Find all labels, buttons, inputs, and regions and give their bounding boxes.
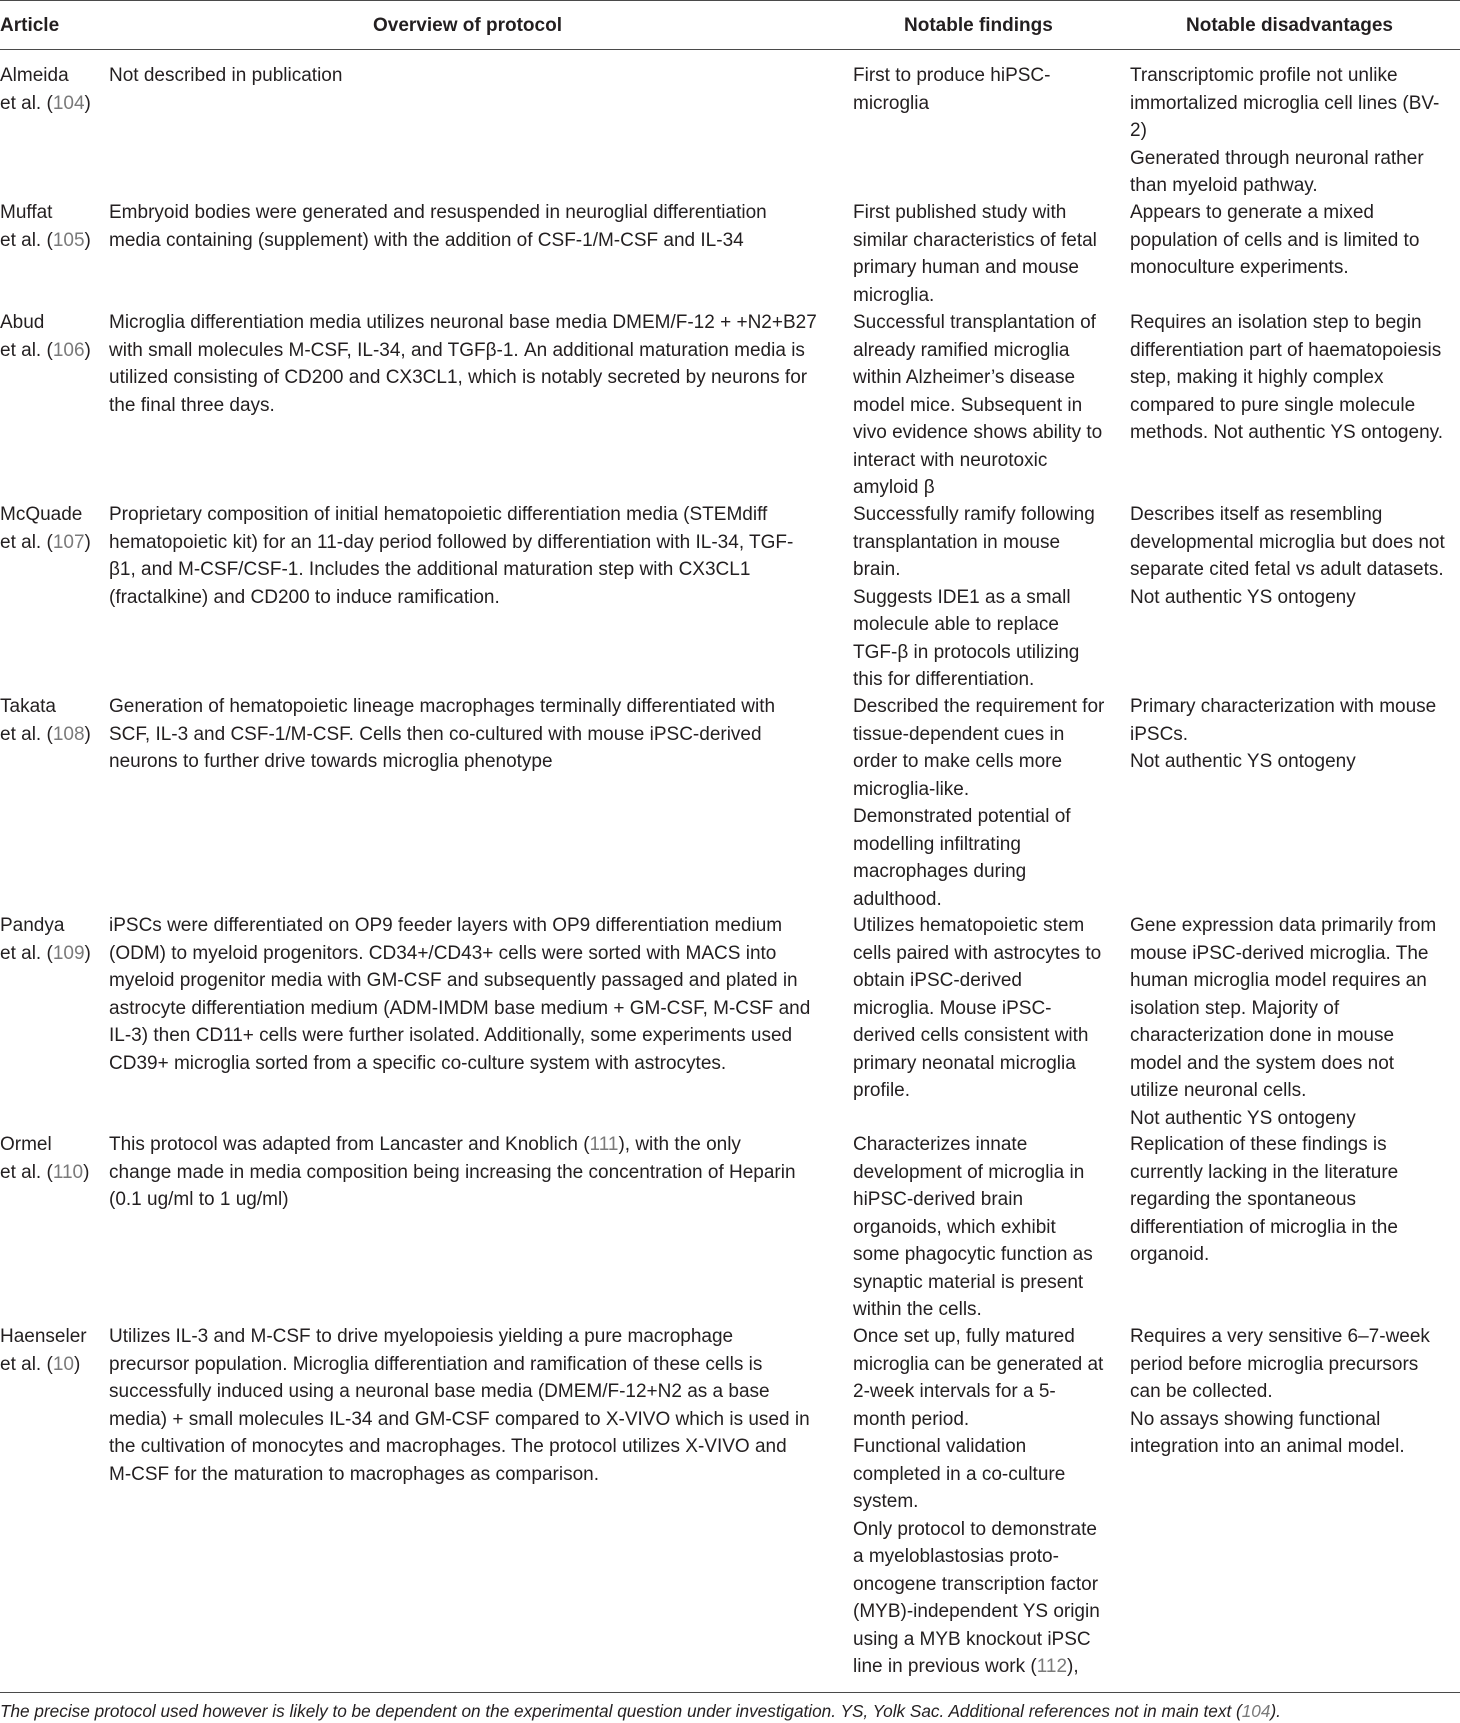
article-cell: Almeida et al. (104): [0, 65, 91, 114]
article-cell: Pandya et al. (109): [0, 915, 91, 964]
citation-link[interactable]: 105: [52, 229, 85, 251]
header-disadvantages: Notable disadvantages: [1186, 15, 1393, 36]
citation-link[interactable]: 112: [1036, 1656, 1068, 1677]
findings-cell: Successfully ramify following transplantation in mouse brain. Suggests IDE1 as a small molecule able to replace TGF-β in protocols utilizing this for differentiation.: [853, 504, 1095, 690]
disadvantages-cell: Replication of these findings is currently lacking in the literature regarding the spontaneous differentiation of microglia in the organoid.: [1130, 1134, 1399, 1265]
citation-link[interactable]: 108: [52, 723, 85, 745]
citation-link[interactable]: 104: [52, 92, 85, 114]
table-bottom-rule: [0, 1692, 1460, 1693]
findings-cell: Characterizes innate development of microglia in hiPSC-derived brain organoids, which exhibit some phagocytic function as synaptic material is present within the cells.: [853, 1134, 1093, 1320]
findings-cell: First published study with similar characteristics of fetal primary human and mouse microglia.: [853, 202, 1097, 306]
header-overview: Overview of protocol: [373, 15, 562, 36]
citation-link[interactable]: 107: [52, 531, 85, 553]
citation-link[interactable]: 10: [52, 1353, 74, 1375]
overview-cell: Not described in publication: [109, 65, 343, 86]
overview-cell: Embryoid bodies were generated and resuspended in neuroglial differentiation media containing (supplement) with the addition of CSF-1/M-CSF and IL-34: [109, 202, 767, 251]
table-top-rule: [0, 0, 1460, 1]
article-cell: Haenseler et al. (10): [0, 1326, 87, 1375]
article-cell: Takata et al. (108): [0, 696, 91, 745]
citation-link[interactable]: 111: [589, 1134, 619, 1155]
overview-cell: iPSCs were differentiated on OP9 feeder layers with OP9 differentiation medium (ODM) to myeloid progenitors. CD34+/CD43+ cells were sorted with MACS into myeloid progenitor media with GM-CSF and subsequently passaged and plated in astrocyte differentiation medium (ADM-IMDM base medium + GM-CSF, M-CSF and IL-3) then CD11+ cells were further isolated. Additionally, some experiments used CD39+ microglia sorted from a specific co-culture system with astrocytes.: [109, 915, 811, 1074]
disadvantages-cell: Transcriptomic profile not unlike immortalized microglia cell lines (BV- 2) Generated through neuronal rather than myeloid pathway.: [1130, 65, 1440, 196]
header-findings: Notable findings: [904, 15, 1053, 36]
header-rule: [0, 49, 1460, 50]
table-footnote: The precise protocol used however is likely to be dependent on the experimental question under investigation. YS, Yolk Sac. Additional references not in main text (104).: [0, 1701, 1281, 1721]
citation-link[interactable]: 109: [52, 942, 85, 964]
findings-cell: First to produce hiPSC- microglia: [853, 65, 1051, 114]
disadvantages-cell: Gene expression data primarily from mouse iPSC-derived microglia. The human microglia model requires an isolation step. Majority of characterization done in mouse model and the system does not utilize neuronal cells. Not authentic YS ontogeny: [1130, 915, 1437, 1129]
citation-link[interactable]: 110: [52, 1161, 84, 1183]
article-cell: McQuade et al. (107): [0, 504, 91, 553]
findings-cell: Once set up, fully matured microglia can be generated at 2-week intervals for a 5- month period. Functional validation completed in a co-culture system. Only protocol to demonstrate a myeloblastosias proto- oncogene transcription factor (MYB)-independent YS origin using a MYB knockout iPSC line in previous work (112),: [853, 1326, 1104, 1677]
article-cell: Ormel et al. (110): [0, 1134, 90, 1183]
disadvantages-cell: Appears to generate a mixed population of cells and is limited to monoculture experiments.: [1130, 202, 1420, 278]
overview-cell: This protocol was adapted from Lancaster and Knoblich (111), with the only change made in media composition being increasing the concentration of Heparin (0.1 ug/ml to 1 ug/ml): [109, 1134, 796, 1210]
disadvantages-cell: Requires an isolation step to begin differentiation part of haematopoiesis step, making it highly complex compared to pure single molecule methods. Not authentic YS ontogeny.: [1130, 312, 1443, 443]
overview-cell: Utilizes IL-3 and M-CSF to drive myelopoiesis yielding a pure macrophage precursor population. Microglia differentiation and ramification of these cells is successfully induced using a neuronal base media (DMEM/F-12+N2 as a base media) + small molecules IL-34 and GM-CSF compared to X-VIVO which is used in the cultivation of monocytes and macrophages. The protocol utilizes X-VIVO and M-CSF for the maturation to macrophages as comparison.: [109, 1326, 810, 1485]
findings-cell: Described the requirement for tissue-dependent cues in order to make cells more microglia-like. Demonstrated potential of modelling infiltrating macrophages during adulthood.: [853, 696, 1105, 910]
header-article: Article: [0, 15, 60, 36]
article-cell: Muffat et al. (105): [0, 202, 91, 251]
disadvantages-cell: Describes itself as resembling developmental microglia but does not separate cited fetal vs adult datasets. Not authentic YS ontogeny: [1130, 504, 1445, 608]
citation-link[interactable]: 104: [1241, 1701, 1271, 1721]
findings-cell: Successful transplantation of already ramified microglia within Alzheimer’s disease model mice. Subsequent in vivo evidence shows ability to interact with neurotoxic amyloid β: [853, 312, 1103, 498]
overview-cell: Generation of hematopoietic lineage macrophages terminally differentiated with SCF, IL-3 and CSF-1/M-CSF. Cells then co-cultured with mouse iPSC-derived neurons to further drive towards microglia phenotype: [109, 696, 776, 772]
citation-link[interactable]: 106: [52, 339, 85, 361]
article-cell: Abud et al. (106): [0, 312, 91, 361]
disadvantages-cell: Primary characterization with mouse iPSCs. Not authentic YS ontogeny: [1130, 696, 1437, 772]
overview-cell: Proprietary composition of initial hematopoietic differentiation media (STEMdiff hematopoietic kit) for an 11-day period followed by differentiation with IL-34, TGF- β1, and M-CSF/CSF-1. Includes the additional maturation step with CX3CL1 (fractalkine) and CD200 to induce ramification.: [109, 504, 794, 608]
overview-cell: Microglia differentiation media utilizes neuronal base media DMEM/F-12 + +N2+B27 with small molecules M-CSF, IL-34, and TGFβ-1. An additional maturation media is utilized consisting of CD200 and CX3CL1, which is notably secreted by neurons for the final three days.: [109, 312, 817, 416]
disadvantages-cell: Requires a very sensitive 6–7-week period before microglia precursors can be collected. No assays showing functional integration into an animal model.: [1130, 1326, 1430, 1457]
findings-cell: Utilizes hematopoietic stem cells paired with astrocytes to obtain iPSC-derived microglia. Mouse iPSC- derived cells consistent with primary neonatal microglia profile.: [853, 915, 1102, 1101]
